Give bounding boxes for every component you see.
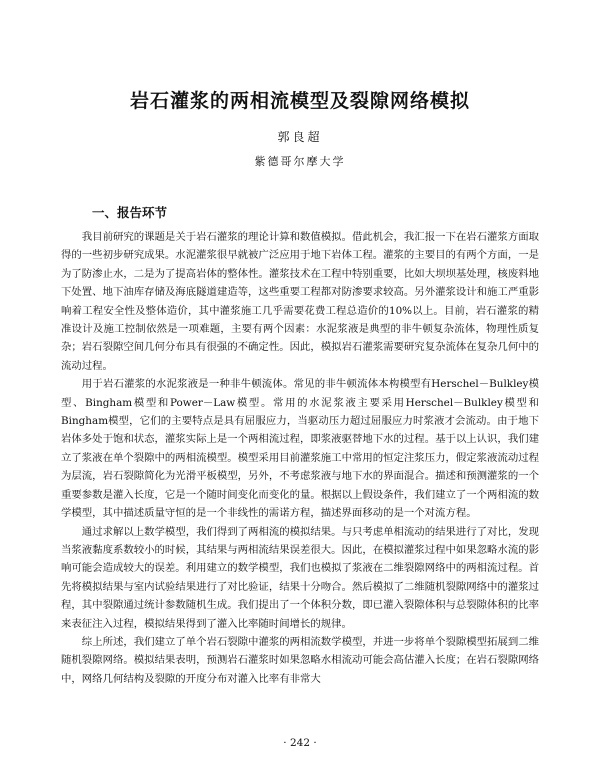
paragraph-4: 综上所述，我们建立了单个岩石裂隙中灌浆的两相流数学模型，并进一步将单个裂隙模型拓展到二维随机裂隙网络。模拟结果表明，预测岩石灌浆时如果忽略水相流动可能会高估灌入长度；在岩石裂隙网络中，网络几何结构及裂隙的开度分布对灌入比率有非常大 bbox=[61, 635, 539, 685]
paragraph-3: 通过求解以上数学模型，我们得到了两相流的模拟结果。与只考虑单相流动的结果进行了对比，发现当浆液黏度系数较小的时候，其结果与两相流结果误差很大。因此，在模拟灌浆过程中如果忽略水流的影响可能会造成较大的误差。利用建立的数学模型，我们也模拟了浆液在二维裂隙网络中的两相流过程。首先将模拟结果与室内试验结果进行了对比验证，结果十分吻合。然后模拟了二维随机裂隙网络中的灌浆过程，其中裂隙通过统计参数随机生成。我们提出了一个体积分数，即已灌入裂隙体积与总裂隙体积的比率来表征注入过程，模拟结果得到了灌入比率随时间增长的规律。 bbox=[61, 525, 539, 630]
paragraph-2: 用于岩石灌浆的水泥浆液是一种非牛顿流体。常见的非牛顿流体本构模型有Herschel－Bulkley模型、Bingham模型和Power－Law模型。常用的水泥浆液主要采用Herschel－Bulkley模型和Bingham模型，它们的主要特点是具有屈服应力，当驱动压力超过屈服应力时浆液才会流动。由于地下岩体多处于饱和状态，灌浆实际上是一个两相流过程，即浆液驱替地下水的过程。基于以上认识，我们建立了浆液在单个裂隙中的两相流模型。模型采用目前灌浆施工中常用的恒定注浆压力，假定浆液流动过程为层流，岩石裂隙简化为光滑平板模型，另外，不考虑浆液与地下水的界面混合。描述和预测灌浆的一个重要参数是灌入长度，它是一个随时间变化而变化的量。根据以上假设条件，我们建立了一个两相流的数学模型，其中描述质量守恒的是一个非线性的需诺方程，描述界面移动的是一个对流方程。 bbox=[61, 378, 539, 520]
body-text bbox=[61, 228, 539, 688]
section-heading: 一、报告环节 bbox=[92, 205, 168, 220]
page-number: · 242 · bbox=[283, 737, 317, 749]
paper-title: 岩石灌浆的两相流模型及裂隙网络模拟 bbox=[129, 90, 470, 112]
paragraph-1: 我目前研究的课题是关于岩石灌浆的理论计算和数值模拟。借此机会，我汇报一下在岩石灌浆方面取得的一些初步研究成果。水泥灌浆很早就被广泛应用于地下岩体工程。灌浆的主要目的有两个方面，一是为了防渗止水，二是为了提高岩体的整体性。灌浆技术在工程中特别重要，比如大坝坝基处理，核废料地下处置、地下油库存储及海底隧道建造等，这些重要工程都对防渗要求较高。另外灌浆设计和施工严重影响着工程安全性及整体造价，其中灌浆施工几乎需要花费工程总造价的10%以上。目前，岩石灌浆的精准设计及施工控制依然是一项难题，主要有两个因素：水泥浆液是典型的非牛顿复杂流体，物理性质复杂；岩石裂隙空间几何分布具有很强的不确定性。因此，模拟岩石灌浆需要研究复杂流体在复杂几何中的流动过程。 bbox=[61, 231, 539, 372]
author-affiliation: 紫德哥尔摩大学 bbox=[254, 155, 346, 168]
author-name: 郭良超 bbox=[277, 130, 323, 144]
